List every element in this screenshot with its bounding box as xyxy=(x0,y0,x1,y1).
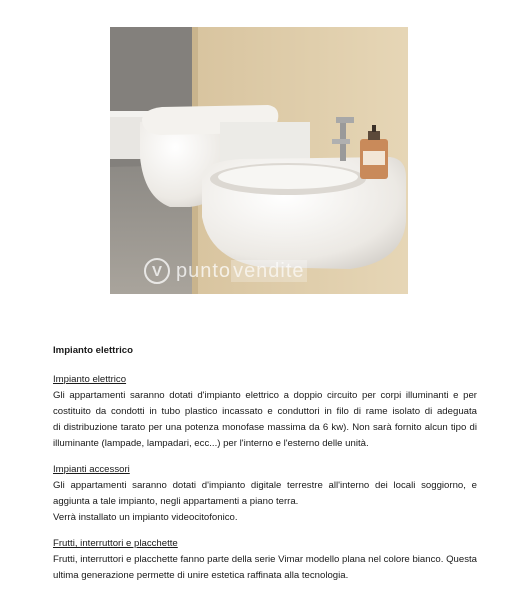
section-title: Impianto elettrico xyxy=(53,374,127,385)
text-line: costituito da condotti in tubo plastico incassato e conduttori in filo di rame isolato di adeguata xyxy=(53,406,477,417)
section-body xyxy=(53,478,477,526)
section-title: Impianti accessori xyxy=(53,464,130,475)
section-impianto-elettrico xyxy=(53,372,477,452)
text-line: ultima generazione permette di unire estetica raffinata alla tecnologia. xyxy=(53,570,349,581)
text-line: Verrà installato un impianto videocitofonico. xyxy=(53,512,238,523)
text-line: illuminante (lampade, lampadari, ecc...) per l'interno e l'esterno delle unità. xyxy=(53,438,369,449)
watermark-logo-icon: V xyxy=(144,258,170,284)
bathroom-fixtures-photo xyxy=(110,27,408,294)
watermark-text: punto vendite xyxy=(176,259,305,282)
main-heading: Impianto elettrico xyxy=(53,345,133,356)
section-impianti-accessori xyxy=(53,462,477,526)
text-line: Frutti, interruttori e placchette fanno parte della serie Vimar modello plana nel colore bianco. Questa xyxy=(53,554,477,565)
section-body xyxy=(53,552,477,584)
section-body xyxy=(53,388,477,452)
section-frutti-interruttori xyxy=(53,536,477,584)
photo-illustration xyxy=(110,27,408,294)
text-line: Gli appartamenti saranno dotati d'impianto elettrico a doppio circuito per corpi illuminanti e per xyxy=(53,390,477,401)
text-line: aggiunta a tale impianto, negli appartamenti a piano terra. xyxy=(53,496,299,507)
text-line: Gli appartamenti saranno dotati d'impianto digitale terrestre all'interno dei locali soggiorno, e xyxy=(53,480,477,491)
watermark xyxy=(144,256,307,286)
section-title: Frutti, interruttori e placchette xyxy=(53,538,178,549)
text-line: di distribuzione tarato per una potenza monofase massima da 6 kw). Non sarà fornito alcun tipo di xyxy=(53,422,477,433)
